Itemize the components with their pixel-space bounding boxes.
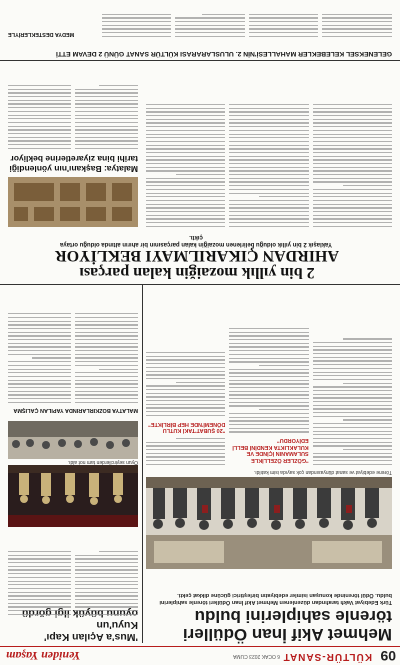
- side-article-intro: [8, 529, 138, 615]
- bottom-divider: [0, 60, 400, 61]
- side-subhead: MALATYA BOZKIRLARINDA YAPILAN ÇALIŞMA: [13, 407, 138, 413]
- page-number: 09: [380, 648, 396, 664]
- main-deck: Türk Edebiyat Vakfı tarafından düzenlenen Mehmet Akif İnan Ödülleri törenle sahiplerini buldu. Ödül töreninde konuşan isimler edebiyatın birleştirici gücüne dikkat çekti.: [159, 592, 392, 605]
- lower-right-headline: [8, 154, 138, 173]
- main-headline-line-2: törenle sahiplerini buldu: [194, 607, 392, 626]
- bottom-subhead: MEDYA DESTEKLERİYLE: [8, 31, 75, 37]
- mosaic-headline: [52, 247, 342, 281]
- main-quote-1: "GÖZLER ÖZELLİKLE SULAMANIN İÇİNDE VE KULAKLIKTA KENDİNİ BELLİ EDİYORDU": [232, 437, 309, 463]
- side-headline-line-1: 'Mus'a Açılan Kapı' Kuyu'un: [43, 619, 138, 643]
- mosaic-headline-line-2: AHIRDAN ÇIKARILMAYI BEKLİYOR: [55, 247, 339, 264]
- bottom-headline: GELENEKSEL KELEBEKLER MAHALLESİ'NİN 2. ULUSLARARASI KÜLTÜR SANAT GÜNÜ 2 DEVAM ETTİ: [55, 50, 392, 57]
- lower-right-headline-line-2: tarihi bina ziyaretlerine bekliyor: [10, 154, 138, 165]
- side-photo-caption: Oyun seyircilerden tam not aldı.: [67, 459, 138, 465]
- dateline: 6 OCAK 2023 CUMA: [233, 653, 280, 659]
- masthead: [0, 646, 400, 665]
- side-article-body: [8, 285, 138, 403]
- main-headline-line-1: Mehmet Akif İnan Ödülleri: [182, 625, 392, 644]
- theatre-stage-photo: [8, 465, 138, 527]
- crowd-photo: [8, 421, 138, 459]
- main-column-1: [313, 285, 392, 465]
- column-divider: [142, 285, 143, 643]
- section-name: KÜLTÜR-SANAT: [282, 651, 372, 662]
- main-article-body: [146, 285, 392, 465]
- lower-right-article-body: [8, 63, 138, 149]
- mosaic-headline-line-1: 2 bin yıllık mozaiğin kalan parçası: [79, 264, 315, 281]
- mosaic-article-body: [146, 63, 392, 227]
- award-ceremony-photo: [146, 477, 392, 569]
- main-column-3: [146, 285, 225, 465]
- story-divider: [0, 284, 400, 285]
- main-quote-2: "20 ŞUBAT'TAKİ KUTLU DÖNEMİ'NDE HEP BİRLİKTE": [148, 421, 226, 434]
- main-column-2: [229, 285, 308, 465]
- bottom-article-body: [102, 5, 392, 37]
- paper-logo: Yeniden Yaşam: [6, 649, 81, 663]
- mosaic-photo: [8, 177, 138, 227]
- main-headline: [146, 607, 392, 643]
- mosaic-deck: Yaklaşık 2 bin yıllık olduğu belirlenen mozaiğin kalan parçasının bir ahırın altında olduğu ortaya çıktı.: [59, 234, 333, 247]
- lower-right-headline-line-1: Malatya: Başkanı'nın yönlendiği: [9, 164, 138, 174]
- main-photo-caption: Törene edebiyat ve sanat dünyasından çok sayıda isim katıldı.: [253, 469, 392, 475]
